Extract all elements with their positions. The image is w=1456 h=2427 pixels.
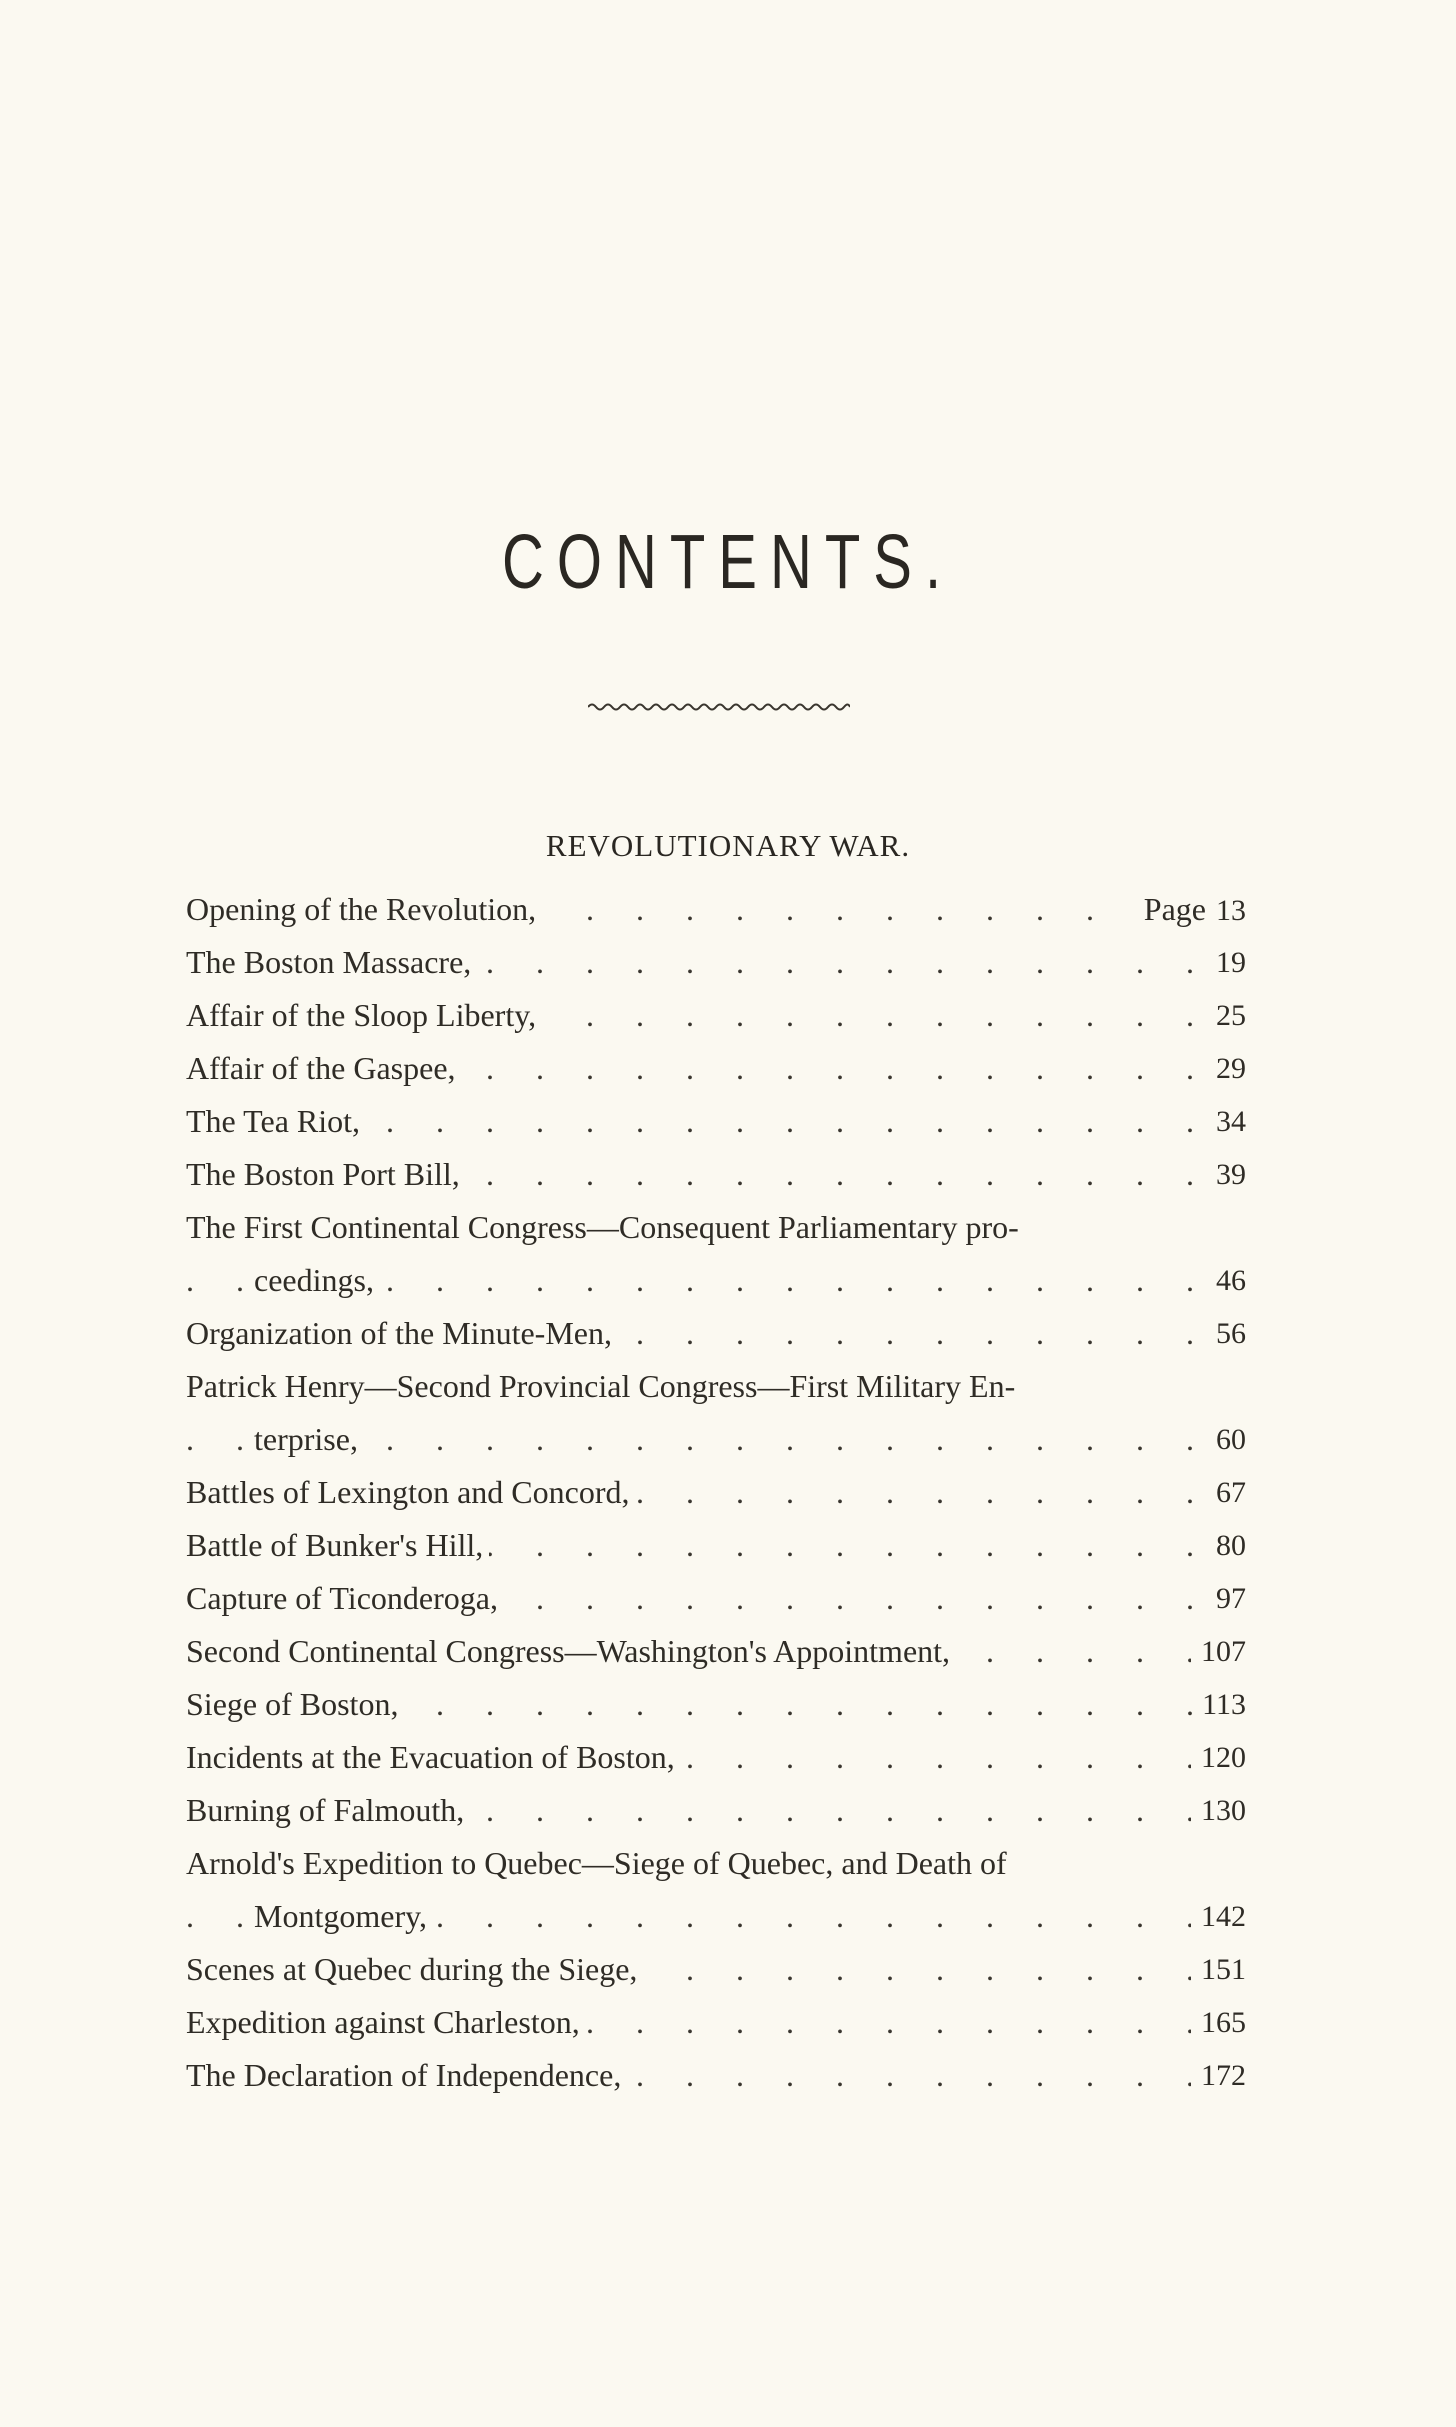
page-number: 172 (1201, 2059, 1246, 2092)
toc-page-number (1206, 1095, 1246, 1148)
toc-entry[interactable] (186, 1678, 1246, 1731)
toc-page-number (1191, 1731, 1246, 1784)
toc-page-number (1206, 989, 1246, 1042)
page-title: CONTENTS. (501, 519, 955, 606)
toc-entry-line (186, 1678, 1246, 1731)
toc-entry[interactable] (186, 1201, 1246, 1307)
toc-page-number (1206, 1519, 1246, 1572)
toc-entry[interactable] (186, 1996, 1246, 2049)
toc-entry-title: The Declaration of Independence, (186, 2057, 627, 2093)
page-number: 13 (1216, 894, 1246, 927)
toc-entry-title: Expedition against Charleston, (186, 2004, 586, 2040)
toc-entry-line (186, 1572, 1246, 1625)
toc-entry-title: ceedings, (254, 1262, 380, 1298)
toc-entry[interactable] (186, 1519, 1246, 1572)
toc-entry[interactable] (186, 1360, 1246, 1466)
page-number: 60 (1216, 1423, 1246, 1456)
toc-entry[interactable] (186, 883, 1246, 936)
toc-entry-title: Affair of the Gaspee, (186, 1050, 462, 1086)
toc-entry-line (186, 1731, 1246, 1784)
toc-entry-title: The Boston Massacre, (186, 944, 477, 980)
page-label: Page (1143, 891, 1206, 927)
toc-page-number (1191, 1625, 1246, 1678)
page-number: 34 (1216, 1105, 1246, 1138)
toc-entry-line (186, 1996, 1246, 2049)
toc-entry[interactable] (186, 1466, 1246, 1519)
page-number: 165 (1201, 2006, 1246, 2039)
page-number: 113 (1202, 1688, 1246, 1721)
toc-entry-title: Affair of the Sloop Liberty, (186, 997, 542, 1033)
toc-entry-line (186, 989, 1246, 1042)
toc-entry-title: Capture of Ticonderoga, (186, 1580, 504, 1616)
page-number: 46 (1216, 1264, 1246, 1297)
page-number: 130 (1201, 1794, 1246, 1827)
toc-entry-title: Organization of the Minute-Men, (186, 1315, 618, 1351)
toc-entry-title: Opening of the Revolution, (186, 891, 542, 927)
toc-entry-line (186, 1466, 1246, 1519)
toc-entry-line (186, 1784, 1246, 1837)
page-number: 151 (1201, 1953, 1246, 1986)
page-number: 56 (1216, 1317, 1246, 1350)
toc-entry-title: Scenes at Quebec during the Siege, (186, 1951, 643, 1987)
toc-entry[interactable] (186, 1837, 1246, 1943)
toc-entry[interactable] (186, 989, 1246, 1042)
toc-entry-title: Second Continental Congress—Washington's Appointment, (186, 1633, 956, 1669)
toc-page-number (1191, 1943, 1246, 1996)
toc-entry-line (186, 1148, 1246, 1201)
toc-page-number (1191, 1890, 1246, 1943)
toc-entry-line (186, 1519, 1246, 1572)
toc-entry-line (186, 1890, 1246, 1943)
toc-entry-line (186, 1095, 1246, 1148)
toc-entry[interactable] (186, 1042, 1246, 1095)
page-number: 80 (1216, 1529, 1246, 1562)
toc-entry[interactable] (186, 1307, 1246, 1360)
toc-entry[interactable] (186, 1731, 1246, 1784)
toc-page-number (1206, 1148, 1246, 1201)
toc-entry-title: The Tea Riot, (186, 1103, 366, 1139)
table-of-contents (186, 883, 1246, 2102)
toc-entry-title: Montgomery, (254, 1898, 433, 1934)
page-number: 107 (1201, 1635, 1246, 1668)
toc-entry-line (186, 883, 1246, 936)
toc-entry-line (186, 1307, 1246, 1360)
toc-entry-title: terprise, (254, 1421, 364, 1457)
toc-page-number (1206, 1466, 1246, 1519)
page-number: 120 (1201, 1741, 1246, 1774)
toc-entry-title: Siege of Boston, (186, 1686, 404, 1722)
toc-entry-title: Battles of Lexington and Concord, (186, 1474, 635, 1510)
toc-page-number (1206, 1307, 1246, 1360)
toc-entry-line (186, 1360, 1246, 1413)
toc-entry[interactable] (186, 1943, 1246, 1996)
toc-entry-line (186, 1254, 1246, 1307)
page-number: 29 (1216, 1052, 1246, 1085)
wavy-rule-ornament (588, 700, 850, 714)
toc-entry-title: The Boston Port Bill, (186, 1156, 466, 1192)
toc-page-number (1206, 1042, 1246, 1095)
toc-entry[interactable] (186, 1095, 1246, 1148)
toc-entry-line (186, 1413, 1246, 1466)
toc-entry[interactable] (186, 1784, 1246, 1837)
toc-entry[interactable] (186, 1625, 1246, 1678)
toc-entry[interactable] (186, 2049, 1246, 2102)
toc-entry-line (186, 2049, 1246, 2102)
toc-entry[interactable] (186, 936, 1246, 989)
toc-page-number (1206, 1572, 1246, 1625)
page-number: 67 (1216, 1476, 1246, 1509)
toc-entry-title: Patrick Henry—Second Provincial Congress—First Military En- (186, 1368, 1021, 1404)
toc-entry-line (186, 1943, 1246, 1996)
toc-entry[interactable] (186, 1572, 1246, 1625)
toc-page-number (1206, 1254, 1246, 1307)
page-number: 142 (1201, 1900, 1246, 1933)
toc-entry-line (186, 1625, 1246, 1678)
toc-entry-line (186, 936, 1246, 989)
toc-page-number (1206, 1413, 1246, 1466)
toc-entry-title: Battle of Bunker's Hill, (186, 1527, 489, 1563)
toc-entry-line (186, 1042, 1246, 1095)
toc-entry-title: Burning of Falmouth, (186, 1792, 470, 1828)
toc-entry-line (186, 1837, 1246, 1890)
page-number: 39 (1216, 1158, 1246, 1191)
page-number: 25 (1216, 999, 1246, 1032)
toc-page-number (1192, 1678, 1246, 1731)
toc-page-number (1191, 2049, 1246, 2102)
toc-entry-title: The First Continental Congress—Consequent Parliamentary pro- (186, 1209, 1025, 1245)
toc-page-number (1206, 936, 1246, 989)
toc-page-number (1191, 1996, 1246, 2049)
page-number: 19 (1216, 946, 1246, 979)
toc-entry-title: Incidents at the Evacuation of Boston, (186, 1739, 681, 1775)
toc-page-number (1191, 1784, 1246, 1837)
toc-page-number (1134, 883, 1246, 936)
page-number: 97 (1216, 1582, 1246, 1615)
section-heading: REVOLUTIONARY WAR. (545, 828, 911, 863)
toc-entry-line (186, 1201, 1246, 1254)
toc-entry[interactable] (186, 1148, 1246, 1201)
toc-entry-title: Arnold's Expedition to Quebec—Siege of Quebec, and Death of (186, 1845, 1013, 1881)
